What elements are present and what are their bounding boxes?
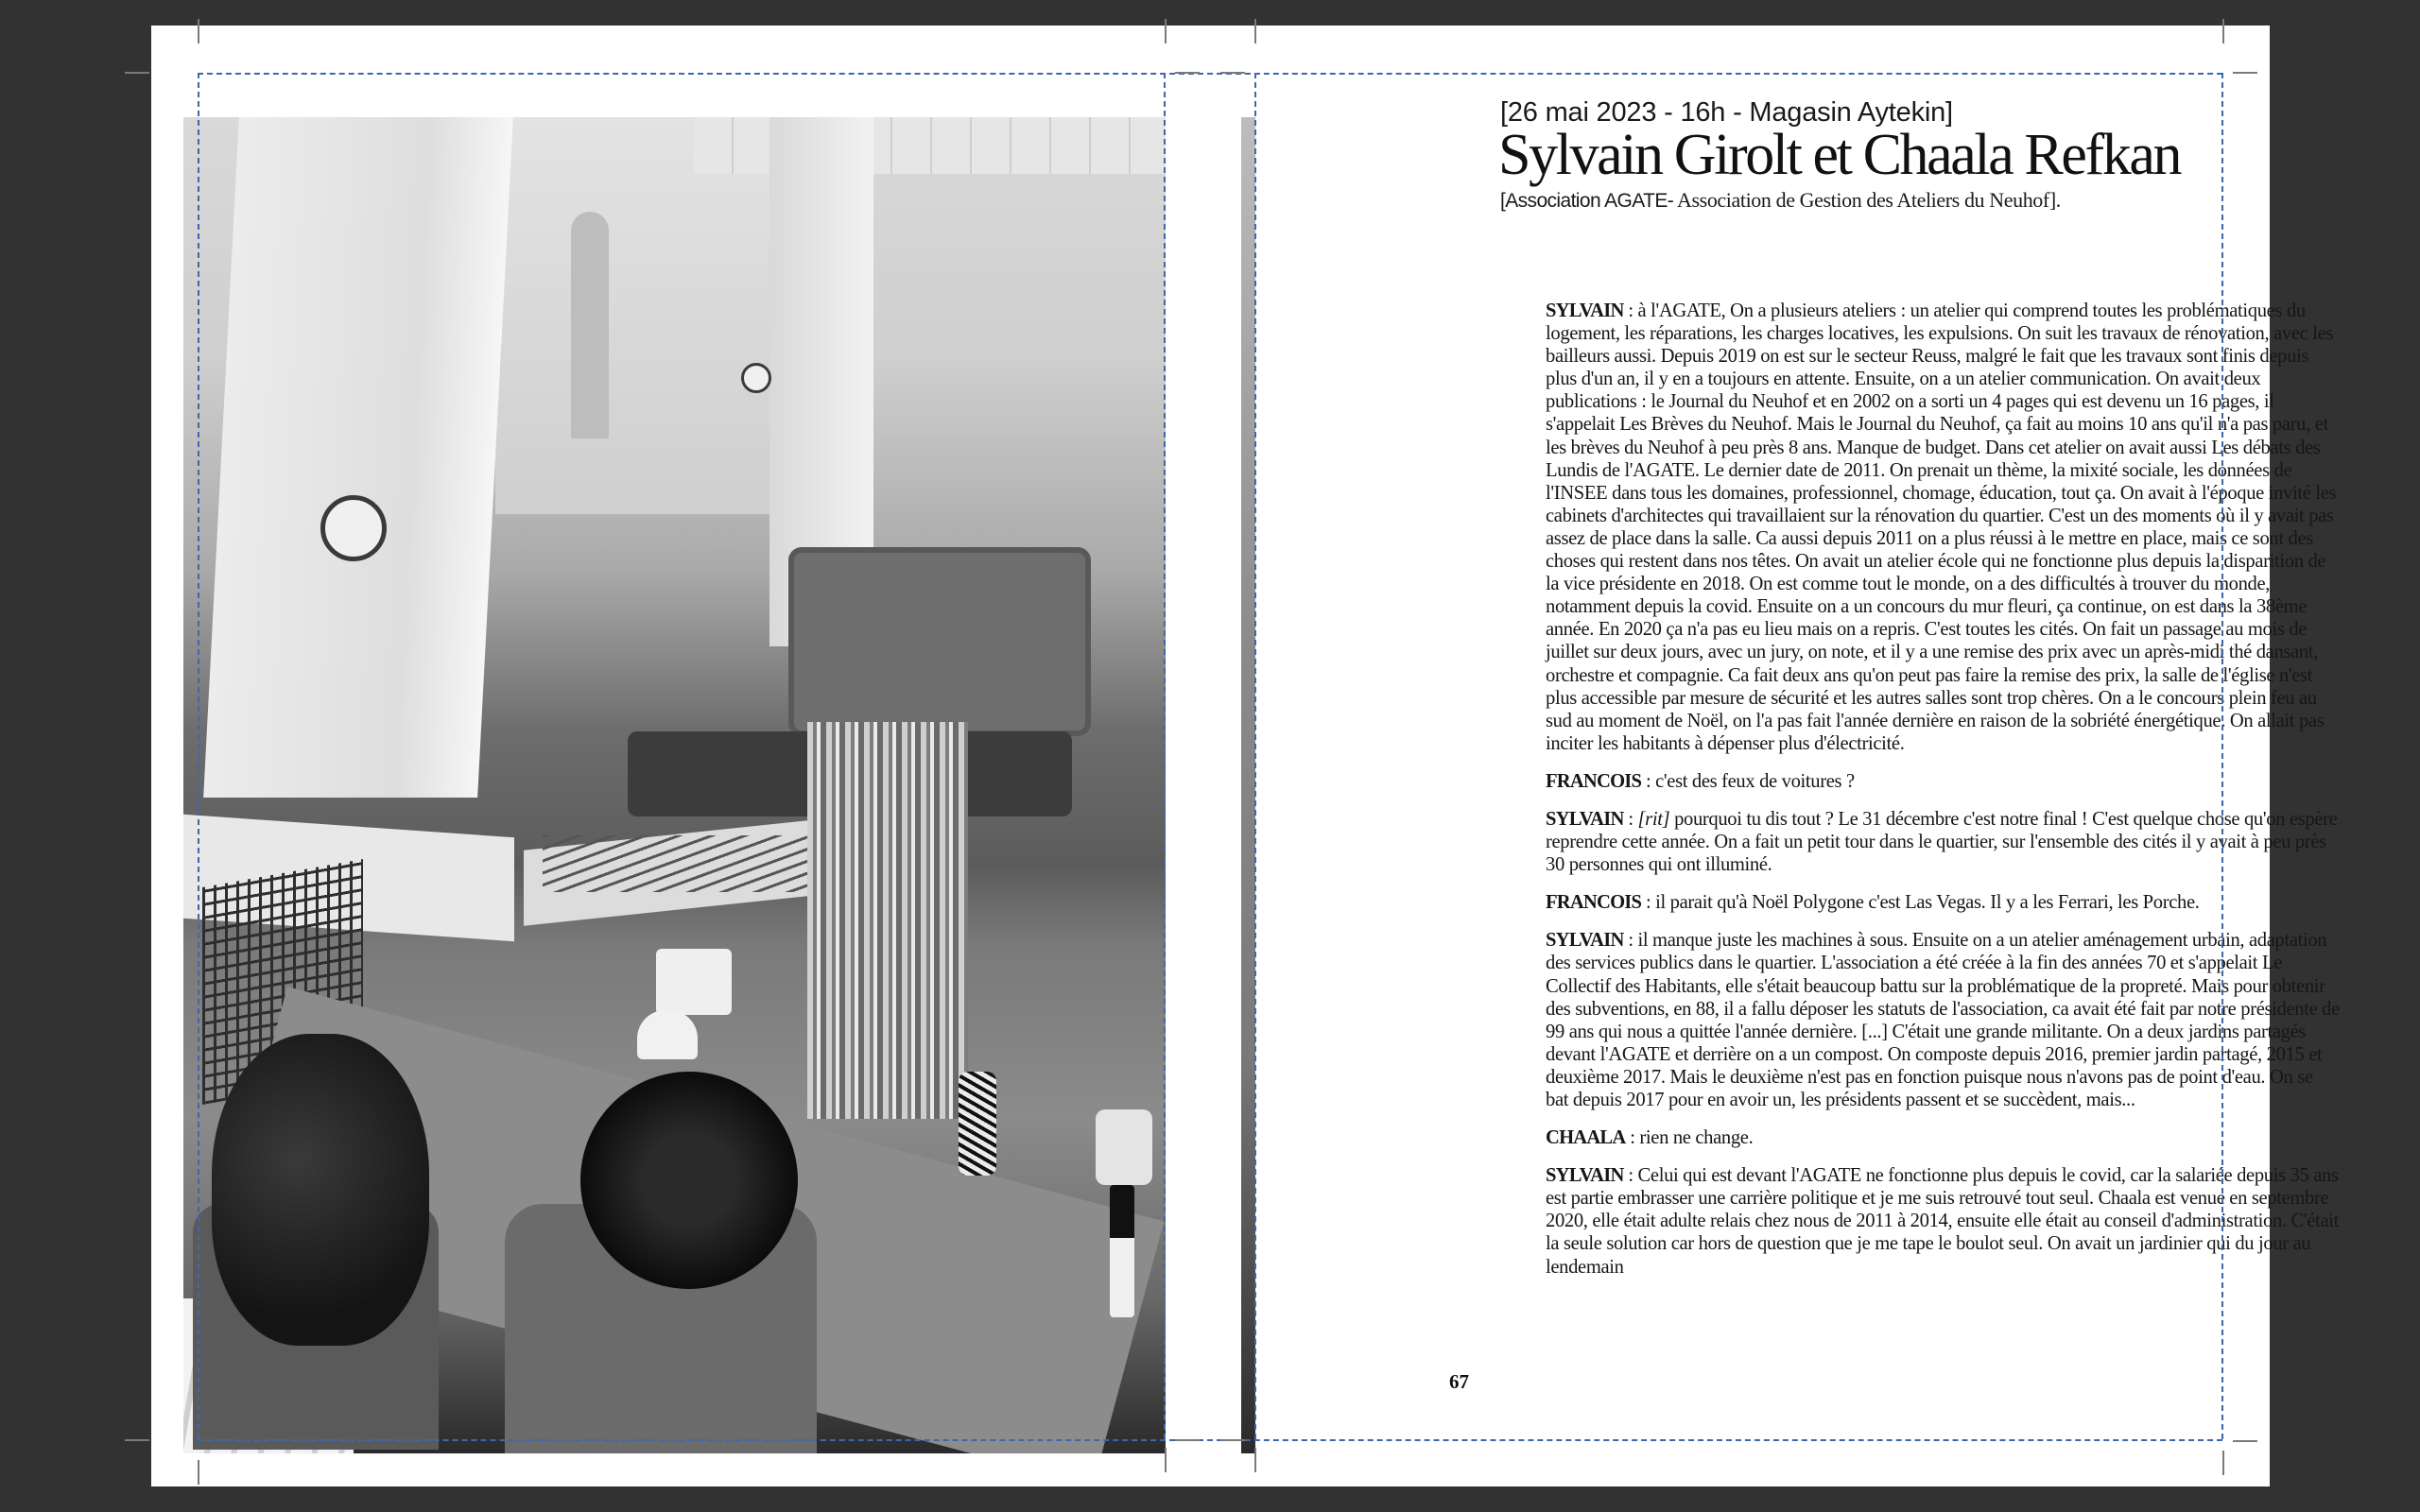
speaker-name: CHAALA xyxy=(1546,1127,1626,1149)
speaker-separator: : xyxy=(1625,1127,1640,1149)
margin-guide-top xyxy=(198,73,2222,75)
margin-guide-gutter-left xyxy=(1164,73,1166,1439)
crop-mark xyxy=(1165,1448,1167,1472)
photo-ceiling xyxy=(694,117,1166,174)
photo-bleed-strip xyxy=(1241,117,1255,1453)
speaker-name: FRANCOIS xyxy=(1546,770,1642,792)
photo-figurine xyxy=(959,1072,996,1176)
interview-paragraph xyxy=(1546,891,2340,914)
association-name: Association de Gestion des Ateliers du Neuhof]. xyxy=(1673,188,2061,212)
speaker-separator: : xyxy=(1641,770,1656,792)
photo-sign-icon xyxy=(741,363,771,393)
photo-wall xyxy=(495,117,769,514)
photo-pillar xyxy=(203,117,513,798)
photo-paint-tube xyxy=(1110,1185,1134,1317)
margin-guide-left xyxy=(198,73,199,1439)
paragraph-text: rien ne change. xyxy=(1639,1127,1754,1149)
paragraph-text: c'est des feux de voitures ? xyxy=(1655,770,1855,792)
photo-tent-poles xyxy=(807,722,968,1119)
margin-guide-right xyxy=(2221,73,2223,1439)
margin-guide-gutter-right xyxy=(1254,73,1256,1439)
crop-mark xyxy=(1220,1439,1245,1441)
paragraph-text: Celui qui est devant l'AGATE ne fonctionne plus depuis le covid, car la salariée depuis 35 ans est partie embrasser une carrière politique et je me suis retrouvé tout seul. Chaala est venue en septembre 2020, elle était adulte relais chez nous de 2011 à 2014, ensuite elle était au conseil d'administration. C'était la seule solution car hors de question que je me tape le boulot seul. On avait un jardinier qui du jour au lendemain xyxy=(1546,1165,2339,1278)
paragraph-text: il manque juste les machines à sous. Ensuite on a un atelier aménagement urbain, adaptation des services publics dans le quartier. L'association a été créée à la fin des années 70 et s'appelait Le Collectif des Habitants, elle s'était beaucoup battu sur la problématique de la propreté. Mais pour obtenir des subventions, en 88, il a fallu déposer les statuts de l'association, ca avait été fait par notre présidente de 99 ans qui nous a quittée l'année dernière. [...] C'était une grande militante. On a deux jardins partagés devant l'AGATE et derrière on a un compost. On composte depuis 2016, premier jardin partagé, 2015 et deuxième 2017. Mais le deuxième n'est pas en fonction puisque nous n'avons pas de point d'eau. On se bat depuis 2017 pour en avoir un, les présidents passent et se succèdent, mais... xyxy=(1546,930,2340,1110)
photo-sign-icon xyxy=(320,495,387,561)
page-number: 67 xyxy=(1449,1370,1469,1393)
margin-guide-bottom xyxy=(198,1439,2222,1441)
speaker-separator: : xyxy=(1623,1165,1638,1187)
interview-paragraph xyxy=(1546,300,2340,755)
crop-mark xyxy=(198,1460,199,1485)
crop-mark xyxy=(1254,19,1256,43)
interview-paragraph xyxy=(1546,770,2340,793)
crop-mark xyxy=(198,19,199,43)
interview-body xyxy=(1546,300,2340,1294)
interview-meta: [26 mai 2023 - 16h - Magasin Aytekin] xyxy=(1500,97,1953,128)
left-page xyxy=(151,26,1166,1486)
photo-tape-roll xyxy=(1096,1109,1152,1185)
paragraph-text: à l'AGATE, On a plusieurs ateliers : un atelier qui comprend toutes les problématiques du logement, les réparations, les charges locatives, les expulsions. On suit les travaux de rénovation, avec les bailleurs aussi. Depuis 2019 on est sur le secteur Reuss, malgré le fait que les travaux sont finis depuis plus d'un an, il y en a toujours en attente. Ensuite, on a un atelier communication. On avait deux publications : le Journal du Neuhof et en 2002 on a sorti un 4 pages qui est devenu un 16 pages, il s'appelait Les Brèves du Neuhof. Mais le Journal du Neuhof, ça fait au moins 10 ans qu'il n'a pas paru, et les brèves du Neuhof à peu près 8 ans. Manque de budget. Dans cet atelier on avait aussi Les débats des Lundis de l'AGATE. Le dernier date de 2011. On prenait un thème, la mixité sociale, les données de l'INSEE dans tous les domaines, professionnel, chomage, éducation, tout ça. On avait à l'époque invité les cabinets d'architectes qui travaillaient sur la rénovation du quartier. C'est un des moments où il y avait pas assez de place dans la salle. Ca aussi depuis 2011 on a plus réussi à le mettre en place, mais ce sont des choses qui restent dans nos têtes. On avait un atelier école qui ne fonctionne plus depuis la disparition de la vice présidente en 2018. On est comme tout le monde, on a des difficultés à trouver du monde, notamment depuis la covid. Ensuite on a un concours du mur fleuri, ça continue, on est dans la 38ème année. En 2020 ça n'a pas eu lieu mais on a repris. C'est toutes les cités. On fait un passage au mois de juillet sur deux jours, avec un jury, on note, et il y a une remise des prix avec un après-midi thé dansant, orchestre et compagnie. Ca fait deux ans qu'on peut pas faire la remise des prix, la salle de l'église n'est plus accessible par mesure de sécurité et les autres salles sont trop chères. On a le concours plein feu au sud au moment de Noël, on l'a pas fait l'année dernière en raison de la sobriété énergétique. On allait pas inciter les habitants à dépenser plus d'électricité. xyxy=(1546,301,2337,754)
speaker-separator: : xyxy=(1641,892,1656,914)
photo-person-hair xyxy=(212,1034,429,1346)
page-title: Sylvain Girolt et Chaala Refkan xyxy=(1498,123,2181,187)
interview-paragraph xyxy=(1546,929,2340,1111)
association-subtitle xyxy=(1500,188,2061,213)
crop-mark xyxy=(125,1439,149,1441)
workshop-photo[interactable] xyxy=(183,117,1166,1453)
crop-mark xyxy=(1220,72,1245,74)
crop-mark xyxy=(2222,1451,2224,1475)
speaker-separator: : xyxy=(1623,808,1638,830)
interview-paragraph xyxy=(1546,1164,2340,1278)
page-spread xyxy=(151,26,2340,1486)
photo-paint-pot xyxy=(637,1010,698,1059)
crop-mark xyxy=(1175,1439,1200,1441)
speaker-separator: : xyxy=(1623,930,1638,952)
interview-paragraph xyxy=(1546,808,2340,876)
crop-mark xyxy=(1175,72,1200,74)
association-prefix: [Association AGATE- xyxy=(1500,190,1674,212)
photo-arch xyxy=(571,212,609,438)
speaker-name: SYLVAIN xyxy=(1546,808,1624,830)
crop-mark xyxy=(2233,72,2257,74)
crop-mark xyxy=(1254,1448,1256,1472)
speaker-name: SYLVAIN xyxy=(1546,1165,1624,1187)
speaker-name: SYLVAIN xyxy=(1546,930,1624,952)
speaker-separator: : xyxy=(1623,301,1638,321)
photo-sofa xyxy=(788,547,1091,736)
interview-paragraph xyxy=(1546,1126,2340,1149)
paragraph-text: pourquoi tu dis tout ? Le 31 décembre c'est notre final ! C'est quelque chose qu'on espère reprendre cette année. On a fait un petit tour dans le quartier, sur l'ensemble des cités il y avait à peu près 30 personnes qui ont illuminé. xyxy=(1546,808,2338,876)
speaker-name: FRANCOIS xyxy=(1546,892,1642,914)
photo-person-hair xyxy=(580,1072,798,1289)
speaker-name: SYLVAIN xyxy=(1546,301,1624,321)
paragraph-text: il parait qu'à Noël Polygone c'est Las Vegas. Il y a les Ferrari, les Porche. xyxy=(1655,892,2200,914)
stage-direction: [rit] xyxy=(1637,808,1670,830)
crop-mark xyxy=(2233,1440,2257,1442)
crop-mark xyxy=(2222,19,2224,43)
crop-mark xyxy=(1165,19,1167,43)
photo-branches xyxy=(543,835,826,892)
photo-bucket xyxy=(656,949,732,1015)
crop-mark xyxy=(125,72,149,74)
right-page xyxy=(1241,26,2340,1486)
